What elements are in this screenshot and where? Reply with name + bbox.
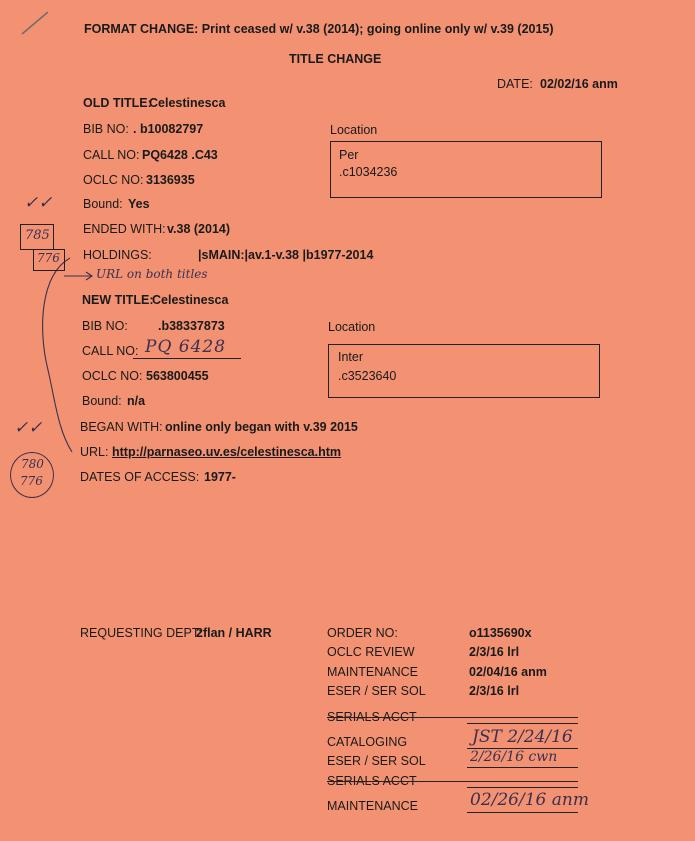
new-location-line1: Inter <box>338 350 364 364</box>
workflow-label-maintenance-2: MAINTENANCE <box>327 799 418 813</box>
old-holdings-label: HOLDINGS: <box>83 248 152 262</box>
serials-acct-2-strike-line <box>327 781 578 782</box>
old-location-label: Location <box>330 123 378 137</box>
workflow-label-maintenance: MAINTENANCE <box>327 665 418 679</box>
handwritten-box-776: 776 <box>33 249 65 271</box>
old-bib-value: . b10082797 <box>133 122 204 136</box>
new-began-label: BEGAN WITH: <box>80 420 163 434</box>
old-holdings-value: |sMAIN:|av.1-v.38 |b1977-2014 <box>198 248 374 262</box>
handwritten-url-note: URL on both titles <box>96 267 208 281</box>
old-bound-value: Yes <box>128 197 150 211</box>
handwritten-circle: 780 776 <box>10 452 54 498</box>
date-label: DATE: <box>497 77 533 91</box>
old-call-label: CALL NO: <box>83 148 140 162</box>
serials-acct-strike-line <box>327 717 578 718</box>
handwritten-box-785: 785 <box>20 224 54 250</box>
new-location-line2: .c3523640 <box>338 369 397 383</box>
workflow-label-eser: ESER / SER SOL <box>327 684 426 698</box>
new-bound-label: Bound: <box>82 394 122 408</box>
old-call-value: PQ6428 .C43 <box>142 148 218 162</box>
workflow-value-eser-2: 2/26/16 cwn <box>470 749 558 765</box>
old-title-label: OLD TITLE: <box>83 96 152 110</box>
new-call-value: PQ 6428 <box>145 337 227 357</box>
connector-curve <box>43 258 72 452</box>
old-location-line1: Per <box>339 148 359 162</box>
serials-acct-2-underline <box>467 787 578 788</box>
workflow-value-oclc-review: 2/3/16 lrl <box>469 645 520 659</box>
old-ended-label: ENDED WITH: <box>83 222 166 236</box>
checkmark-icon: ✓✓ <box>24 193 53 213</box>
call-no-underline <box>133 358 241 359</box>
new-oclc-value: 563800455 <box>146 369 209 383</box>
new-url-link[interactable]: http://parnaseo.uv.es/celestinesca.htm <box>112 445 342 459</box>
old-oclc-value: 3136935 <box>146 173 195 187</box>
workflow-label-order: ORDER NO: <box>327 626 398 640</box>
date-value: 02/02/16 anm <box>540 77 618 91</box>
arrow-icon <box>64 272 92 280</box>
workflow-value-maintenance: 02/04/16 anm <box>469 665 547 679</box>
requesting-dept-label: REQUESTING DEPT: <box>80 626 202 640</box>
workflow-value-order: o1135690x <box>469 626 532 640</box>
new-call-label: CALL NO: <box>82 344 139 358</box>
serials-acct-underline <box>467 723 578 724</box>
dates-of-access-value: 1977- <box>204 470 236 484</box>
workflow-value-cataloging: JST 2/24/16 <box>472 727 573 747</box>
workflow-label-serials-acct-2: SERIALS ACCT <box>327 774 417 788</box>
checkmark-icon-2: ✓✓ <box>14 418 43 438</box>
format-change-note: FORMAT CHANGE: Print ceased w/ v.38 (2014); going online only w/ v.39 (2015) <box>84 22 554 36</box>
new-oclc-label: OCLC NO: <box>82 369 143 383</box>
dates-of-access-label: DATES OF ACCESS: <box>80 470 200 484</box>
old-bib-label: BIB NO: <box>83 122 129 136</box>
new-url-label: URL: <box>80 445 109 459</box>
old-ended-value: v.38 (2014) <box>167 222 231 236</box>
new-title-value: Celestinesca <box>152 293 229 307</box>
new-bound-value: n/a <box>127 394 146 408</box>
workflow-label-serials-acct: SERIALS ACCT <box>327 710 417 724</box>
workflow-value-maintenance-2: 02/26/16 anm <box>470 790 589 810</box>
new-location-label: Location <box>328 320 376 334</box>
maintenance-underline <box>467 812 578 813</box>
new-title-label: NEW TITLE: <box>82 293 154 307</box>
old-bound-label: Bound: <box>83 197 123 211</box>
eser-underline <box>467 767 578 768</box>
new-began-value: online only began with v.39 2015 <box>165 420 358 434</box>
workflow-label-cataloging: CATALOGING <box>327 735 408 749</box>
old-title-value: Celestinesca <box>149 96 226 110</box>
workflow-label-eser-2: ESER / SER SOL <box>327 754 426 768</box>
requesting-dept-value: 2flan / HARR <box>196 626 272 640</box>
new-bib-value: .b38337873 <box>158 319 225 333</box>
page-title: TITLE CHANGE <box>289 52 382 66</box>
old-location-box <box>330 141 602 198</box>
new-location-box <box>328 344 600 398</box>
pencil-stroke <box>22 12 48 34</box>
new-bib-label: BIB NO: <box>82 319 128 333</box>
workflow-value-eser: 2/3/16 lrl <box>469 684 520 698</box>
old-location-line2: .c1034236 <box>339 165 398 179</box>
workflow-label-oclc-review: OCLC REVIEW <box>327 645 415 659</box>
old-oclc-label: OCLC NO: <box>83 173 144 187</box>
